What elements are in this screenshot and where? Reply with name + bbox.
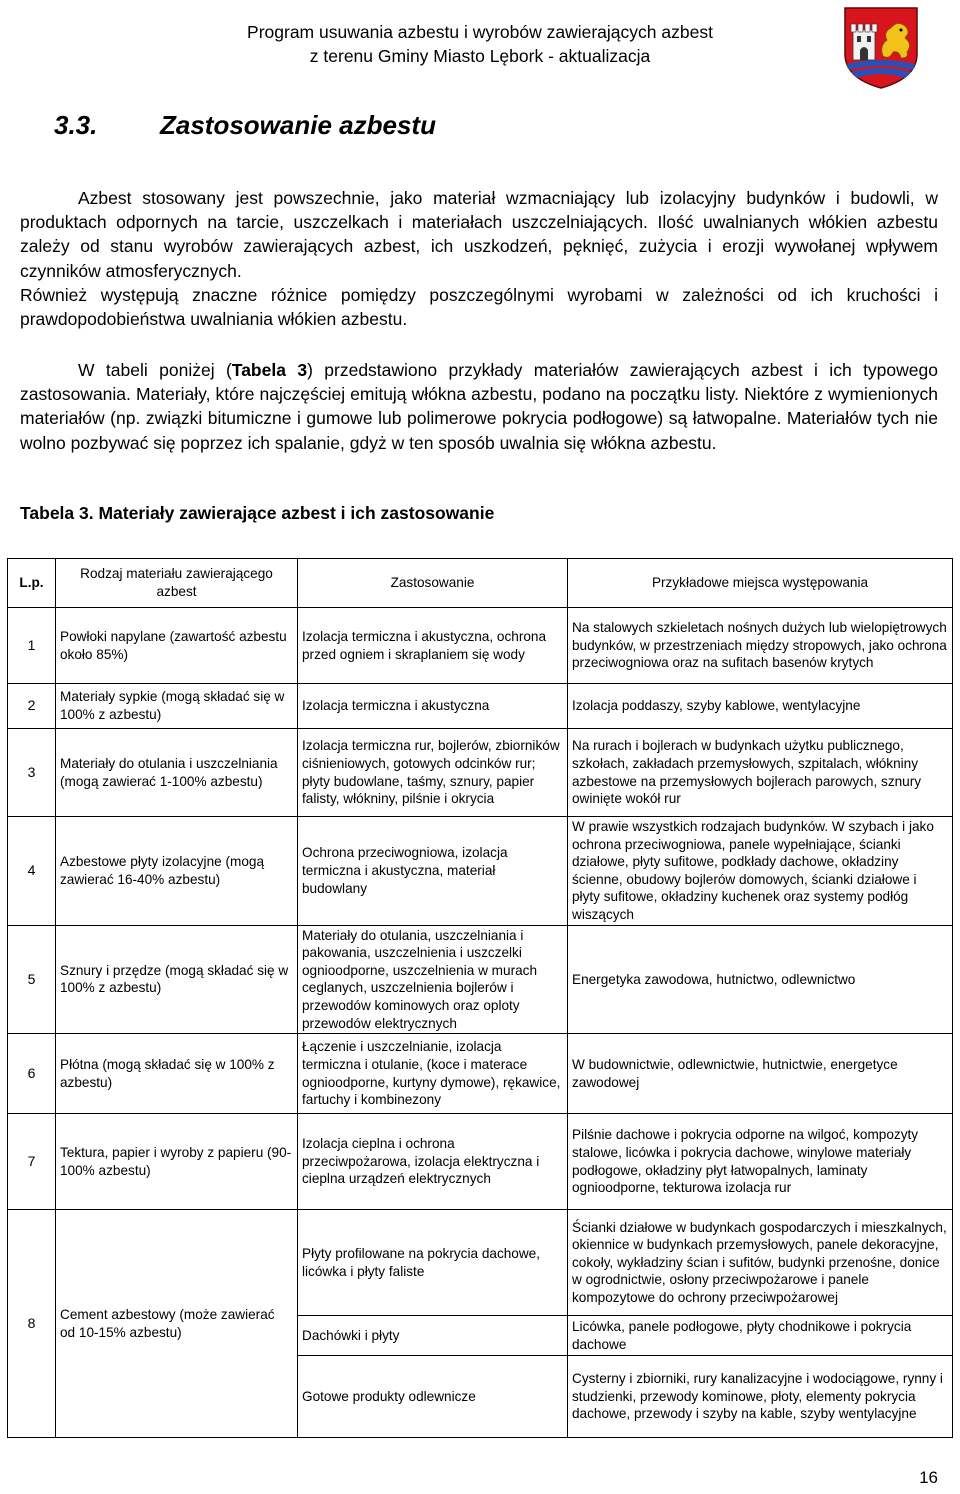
use-cell: Materiały do otulania, uszczelniania i pakowania, uszczelnienia i uszczelki ognioodporne, uszczelnienia w murach ceglanych, uszczelnienia bojlerów i przewodów kominowych oraz oploty przewodów elektrycznych [298,925,568,1034]
table-caption: Tabela 3. Materiały zawierające azbest i ich zastosowanie [20,503,495,523]
places-cell: W prawie wszystkich rodzajach budynków. W szybach i jako ochrona przeciwogniowa, panele wypełniające, ścianki działowe, płyty sufitowe, podkłady dachowe, okładziny ścienne, obudowy bojlerów domowych, ścianki działowe i płyty sufitowe, okładziny kuchenek oraz systemy podłóg wiszących [568,817,953,926]
use-cell: Izolacja termiczna i akustyczna [298,684,568,729]
paragraph-2 [20,358,938,455]
use-cell: Dachówki i płyty [298,1316,568,1356]
material-cell: Azbestowe płyty izolacyjne (mogą zawierać 16-40% azbestu) [56,817,298,926]
use-cell: Płyty profilowane na pokrycia dachowe, licówka i płyty faliste [298,1210,568,1316]
table-reference: Tabela 3 [231,360,308,380]
paragraph-2-body: ) przedstawiono przykłady materiałów zawierających azbest i ich typowego zastosowania. Materiały, które najczęściej emitują włókna azbestu, podano na początku listy. Niektóre z wymienionych materiałów (np. związki bitumiczne i gumowe lub polimerowe pokrycia podłogowe) są łatwopalne. Materiałów tych nie wolno pozbywać się poprzez ich spalanie, gdyż w ten sposób uwalnia się włókna azbestu. [20,360,938,453]
material-cell: Powłoki napylane (zawartość azbestu około 85%) [56,608,298,684]
section-title: Zastosowanie azbestu [160,110,436,140]
places-cell: Ścianki działowe w budynkach gospodarczych i mieszkalnych, okiennice w budynkach przemysłowych, panele dekoracyjne, cokoły, wykładziny ścian i sufitów, budynki przenośne, donice w ogrodnictwie, osłony przeciwpożarowe i panele kompozytowe do ochrony przeciwpożarowej [568,1210,953,1316]
section-heading [54,110,436,141]
row-number: 5 [8,925,56,1034]
paragraph-1-sentence-1: Azbest stosowany jest powszechnie, jako materiał wzmacniający lub izolacyjny budynków i budowli, w produktach odpornych na tarcie, uszczelkach i materiałach uszczelniających. [20,188,938,233]
table-row [8,1210,953,1316]
places-cell: W budownictwie, odlewnictwie, hutnictwie, energetyce zawodowej [568,1034,953,1114]
table-header-row [8,559,953,608]
material-cell: Materiały sypkie (mogą składać się w 100% z azbestu) [56,684,298,729]
use-cell: Gotowe produkty odlewnicze [298,1356,568,1438]
document-header [150,20,810,68]
use-cell: Izolacja termiczna rur, bojlerów, zbiorników ciśnieniowych, gotowych odcinków rur; płyty budowlane, taśmy, sznury, papier falisty, włókniny, pilśnie i okrycia [298,729,568,817]
header-lp: L.p. [8,559,56,608]
row-number: 8 [8,1210,56,1438]
material-cell: Materiały do otulania i uszczelniania (mogą zawierać 1-100% azbestu) [56,729,298,817]
row-number: 6 [8,1034,56,1114]
places-cell: Energetyka zawodowa, hutnictwo, odlewnictwo [568,925,953,1034]
paragraph-1-sentence-3: Również występują znaczne różnice pomiędzy poszczególnymi wyrobami w zależności od ich kruchości i prawdopodobieństwa uwalniania włókien azbestu. [20,284,938,330]
paragraph-2-lead: W tabeli poniżej ( [78,360,232,380]
places-cell: Pilśnie dachowe i pokrycia odporne na wilgoć, kompozyty stalowe, licówka i pokrycia dachowe, winylowe materiały podłogowe, okładziny płyt łatwopalnych, laminaty ognioodporne, tekturowa izolacja rur [568,1114,953,1210]
table-row [8,729,953,817]
material-cell: Tektura, papier i wyroby z papieru (90-100% azbestu) [56,1114,298,1210]
table-row [8,925,953,1034]
places-cell: Na rurach i bojlerach w budynkach użytku publicznego, szkołach, zakładach przemysłowych, szpitalach, włókniny azbestowe na przemysłowych bojlerach parowych, sznury owinięte wokół rur [568,729,953,817]
table-row [8,608,953,684]
header-material: Rodzaj materiału zawierającego azbest [56,559,298,608]
table-row [8,1114,953,1210]
row-number: 4 [8,817,56,926]
table-row [8,684,953,729]
paragraph-1-sentence-2: Ilość uwalnianych włókien azbestu zależy od stanu wyrobów zawierających azbest, ich uszkodzeń, pęknięć, zużycia i erozji wywołanej wpływem czynników atmosferycznych. [20,212,938,281]
row-number: 2 [8,684,56,729]
use-cell: Izolacja cieplna i ochrona przeciwpożarowa, izolacja elektryczna i cieplna urządzeń elektrycznych [298,1114,568,1210]
material-cell: Płótna (mogą składać się w 100% z azbestu) [56,1034,298,1114]
row-number: 1 [8,608,56,684]
places-cell: Izolacja poddaszy, szyby kablowe, wentylacyjne [568,684,953,729]
page-number: 16 [919,1468,938,1487]
row-number: 3 [8,729,56,817]
places-cell: Cysterny i zbiorniki, rury kanalizacyjne i wodociągowe, rynny i studzienki, przewody kominowe, płoty, elementy pokrycia dachowe, przewody i szyby na kable, szyby wentylacyjne [568,1356,953,1438]
use-cell: Izolacja termiczna i akustyczna, ochrona przed ogniem i skraplaniem się wody [298,608,568,684]
section-number: 3.3. [54,110,98,140]
asbestos-materials-table [7,558,953,1438]
table-row [8,1034,953,1114]
header-places: Przykładowe miejsca występowania [568,559,953,608]
places-cell: Na stalowych szkieletach nośnych dużych lub wielopiętrowych budynków, w przestrzeniach między stropowych, jako ochrona przeciwogniowa oraz na sufitach basenów krytych [568,608,953,684]
row-number: 7 [8,1114,56,1210]
use-cell: Ochrona przeciwogniowa, izolacja termiczna i akustyczna, materiał budowlany [298,817,568,926]
header-use: Zastosowanie [298,559,568,608]
header-line-1: Program usuwania azbestu i wyrobów zawierających azbest [247,22,713,42]
places-cell: Licówka, panele podłogowe, płyty chodnikowe i pokrycia dachowe [568,1316,953,1356]
header-line-2: z terenu Gminy Miasto Lębork - aktualizacja [309,46,651,66]
paragraph-1 [20,186,938,331]
material-cell: Cement azbestowy (może zawierać od 10-15% azbestu) [56,1210,298,1438]
material-cell: Sznury i przędze (mogą składać się w 100% z azbestu) [56,925,298,1034]
use-cell: Łączenie i uszczelnianie, izolacja termiczna i otulanie, (koce i materace ognioodporne, kurtyny dymowe), rękawice, fartuchy i kombinezony [298,1034,568,1114]
table-row [8,817,953,926]
coat-of-arms-icon [843,6,919,90]
